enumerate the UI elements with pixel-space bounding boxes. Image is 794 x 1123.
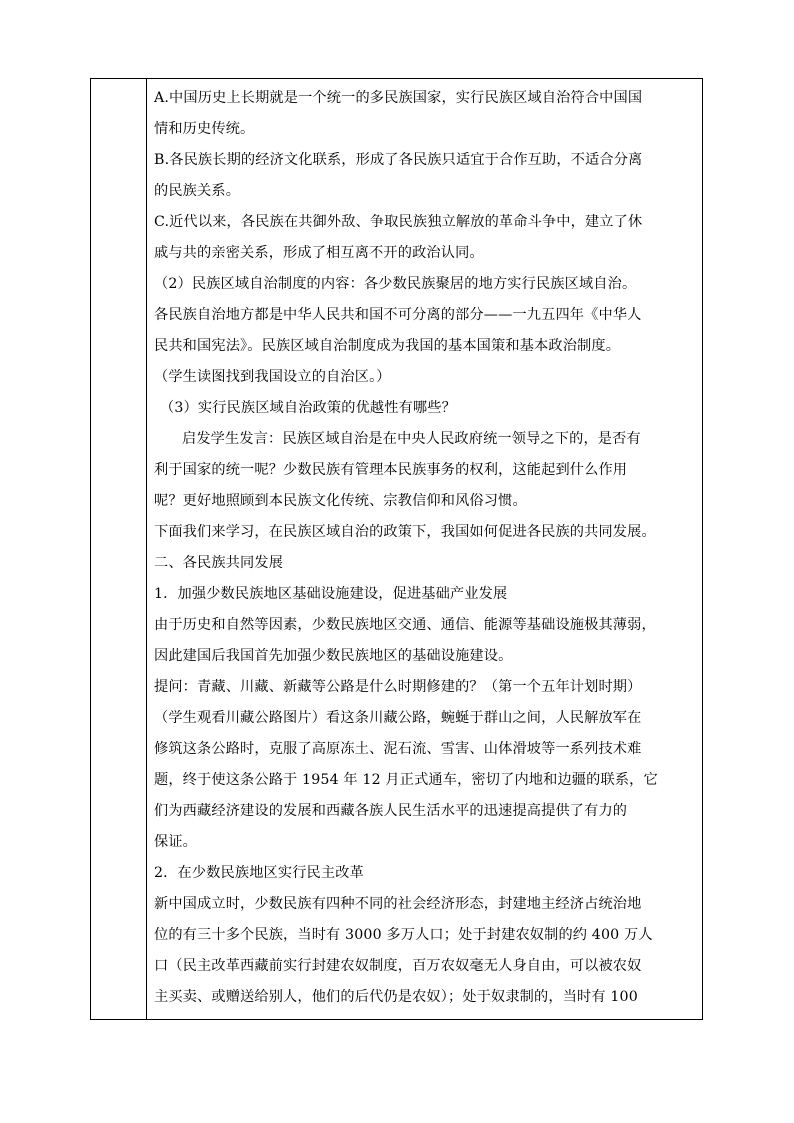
text-line: C.近代以来，各民族在共御外敌、争取民族独立解放的革命斗争中，建立了休 [154,214,643,230]
text-line: 们为西藏经济建设的发展和西藏各族人民生活水平的迅速提高提供了有力的 [154,803,628,819]
section-heading: 二、各民族共同发展 [154,555,284,571]
text-line: B.各民族长期的经济文化联系，形成了各民族只适宜于合作互助，不适合分离 [154,152,643,168]
text-line: 题，终于使这条公路于 1954 年 12 月正式通车，密切了内地和边疆的联系，它 [154,772,658,788]
text-line: （3）实行民族区域自治政策的优越性有哪些？ [160,400,456,416]
subsection-heading: 2．在少数民族地区实行民主改革 [154,865,364,881]
text-line: 利于国家的统一呢？少数民族有管理本民族事务的权利，这能起到什么作用 [154,462,628,478]
text-line: 提问：青藏、川藏、新藏等公路是什么时期修建的？（第一个五年计划时期） [154,679,642,695]
text-line: 保证。 [154,834,198,850]
text-line: 的民族关系。 [154,183,241,199]
text-line: 口（民主改革西藏前实行封建农奴制度，百万农奴毫无人身自由，可以被农奴 [154,958,642,974]
text-line: 新中国成立时，少数民族有四种不同的社会经济形态，封建地主经济占统治地 [154,896,642,912]
subsection-heading: 1．加强少数民族地区基础设施建设，促进基础产业发展 [154,586,508,602]
text-line: 启发学生发言：民族区域自治是在中央人民政府统一领导之下的，是否有 [182,431,641,447]
text-line: 修筑这条公路时，克服了高原冻土、泥石流、雪害、山体滑坡等一系列技术难 [154,741,642,757]
text-line: 因此建国后我国首先加强少数民族地区的基础设施建设。 [154,648,513,664]
text-line: 各民族自治地方都是中华人民共和国不可分离的部分——一九五四年《中华人 [154,307,642,323]
text-line: （2）民族区域自治制度的内容：各少数民族聚居的地方实行民族区域自治。 [154,276,637,292]
text-line: 由于历史和自然等因素，少数民族地区交通、通信、能源等基础设施极其薄弱， [154,617,656,633]
text-line: 主买卖、或赠送给别人，他们的后代仍是农奴）；处于奴隶制的，当时有 100 [154,989,638,1005]
text-line: 呢？更好地照顾到本民族文化传统、宗教信仰和风俗习惯。 [154,493,527,509]
text-line: A.中国历史上长期就是一个统一的多民族国家，实行民族区域自治符合中国国 [154,90,643,106]
text-line: （学生观看川藏公路图片）看这条川藏公路，蜿蜒于群山之间，人民解放军在 [154,710,642,726]
text-line: （学生读图找到我国设立的自治区。） [154,369,391,385]
text-line: 戚与共的亲密关系，形成了相互离不开的政治认同。 [154,245,484,261]
text-line: 民共和国宪法》。民族区域自治制度成为我国的基本国策和基本政治制度。 [154,338,621,354]
text-line: 下面我们来学习，在民族区域自治的政策下，我国如何促进各民族的共同发展。 [154,524,656,540]
text-line: 情和历史传统。 [154,121,255,137]
column-divider [146,79,147,1019]
text-line: 位的有三十多个民族，当时有 3000 多万人口；处于封建农奴制的约 400 万人 [154,927,653,943]
